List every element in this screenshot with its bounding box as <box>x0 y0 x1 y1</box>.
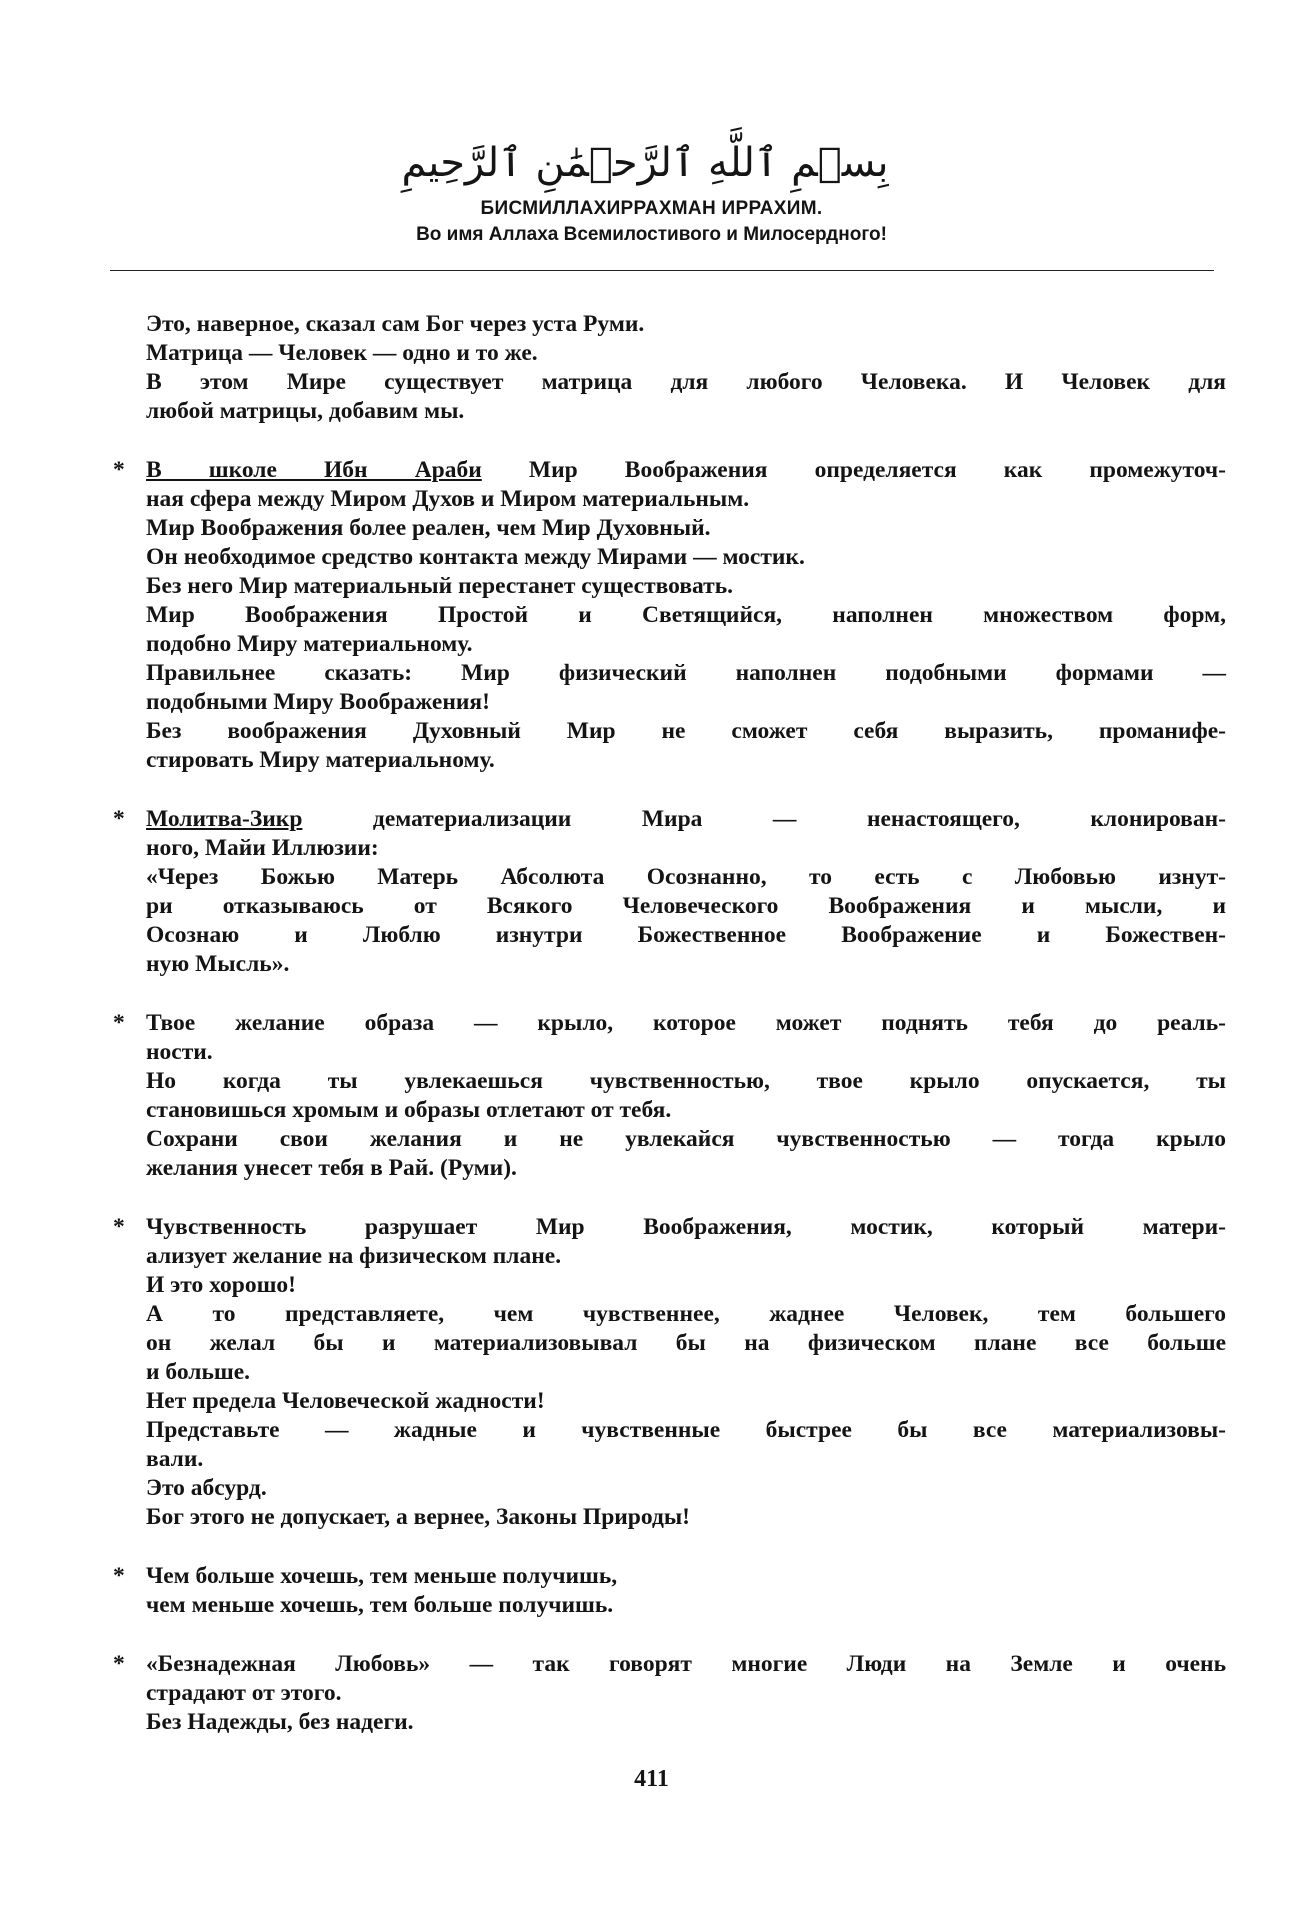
paragraph <box>113 1650 1226 1737</box>
line-text: Мир Воображения Простой и Светящийся, наполнен множеством форм, <box>146 602 1226 628</box>
text-line <box>146 1708 1226 1737</box>
line-text: дематериализации Мира — ненастоящего, клонирован- <box>302 806 1226 832</box>
text-line <box>146 1067 1226 1096</box>
text-line <box>146 1154 1226 1183</box>
bullet-asterisk: * <box>113 1214 125 1240</box>
line-text: Сохрани свои желания и не увлекайся чувственностью — тогда крыло <box>146 1126 1226 1152</box>
text-line <box>146 1329 1226 1358</box>
line-text: ного, Майи Иллюзии: <box>146 835 379 861</box>
text-line <box>146 1096 1226 1125</box>
text-line <box>146 310 1226 339</box>
line-text: Представьте — жадные и чувственные быстрее бы все материализовы- <box>146 1417 1226 1443</box>
line-text: Мир Воображения более реален, чем Мир Духовный. <box>146 515 711 541</box>
text-line <box>146 863 1226 892</box>
line-text: ности. <box>146 1039 213 1065</box>
text-line <box>146 630 1226 659</box>
line-text: Твое желание образа — крыло, которое может поднять тебя до реаль- <box>146 1010 1226 1036</box>
text-line <box>146 1242 1226 1271</box>
text-line <box>146 892 1226 921</box>
text-line <box>146 368 1226 397</box>
text-line <box>146 1474 1226 1503</box>
text-line <box>146 1125 1226 1154</box>
header-divider <box>110 270 1214 271</box>
text-line <box>146 1562 1226 1591</box>
underlined-heading: В школе Ибн Араби <box>146 457 482 483</box>
line-text: Но когда ты увлекаешься чувственностью, твое крыло опускается, ты <box>146 1068 1226 1094</box>
text-line <box>146 921 1226 950</box>
bullet-asterisk: * <box>113 1010 125 1036</box>
body-text <box>113 310 1226 1767</box>
line-text: чем меньше хочешь, тем больше получишь. <box>146 1592 614 1618</box>
page-header-title: БИСМИЛЛАХИРРАХМАН ИРРАХИМ. <box>480 198 823 219</box>
line-text: стировать Миру материальному. <box>146 747 495 773</box>
text-line <box>146 717 1226 746</box>
text-line <box>146 746 1226 775</box>
bullet-asterisk: * <box>113 1651 125 1677</box>
text-line <box>146 1679 1226 1708</box>
line-text: ри отказываюсь от Всякого Человеческого Воображения и мысли, и <box>146 893 1226 919</box>
text-line <box>146 1445 1226 1474</box>
line-text: подобными Миру Воображения! <box>146 689 490 715</box>
text-line <box>146 1300 1226 1329</box>
basmala-calligraphy <box>401 118 889 204</box>
bullet-asterisk: * <box>113 457 125 483</box>
text-line <box>146 1358 1226 1387</box>
paragraph <box>113 1009 1226 1183</box>
text-line <box>146 1213 1226 1242</box>
basmala-arabic-text: بِسۡمِ ٱللَّهِ ٱلرَّحۡمَٰنِ ٱلرَّحِيمِ <box>401 140 889 186</box>
line-text: И это хорошо! <box>146 1272 297 1298</box>
line-text: Правильнее сказать: Мир физический наполнен подобными формами — <box>146 660 1226 686</box>
line-text: становишься хромым и образы отлетают от тебя. <box>146 1097 672 1123</box>
line-text: и больше. <box>146 1359 251 1385</box>
bullet-asterisk: * <box>113 1563 125 1589</box>
text-line <box>146 834 1226 863</box>
line-text: «Безнадежная Любовь» — так говорят многие Люди на Земле и очень <box>146 1651 1226 1677</box>
bullet-asterisk: * <box>113 806 125 832</box>
text-line <box>146 1591 1226 1620</box>
paragraph <box>113 805 1226 979</box>
text-line <box>146 1009 1226 1038</box>
line-text: Матрица — Человек — одно и то же. <box>146 340 538 366</box>
text-line <box>146 1503 1226 1532</box>
line-text: Бог этого не допускает, а вернее, Законы Природы! <box>146 1504 691 1530</box>
text-line <box>146 601 1226 630</box>
text-line <box>146 950 1226 979</box>
line-text: страдают от этого. <box>146 1680 342 1706</box>
paragraph <box>113 456 1226 775</box>
text-line <box>146 339 1226 368</box>
text-line <box>146 659 1226 688</box>
line-text: Без него Мир материальный перестанет существовать. <box>146 573 734 599</box>
line-text: Это абсурд. <box>146 1475 267 1501</box>
line-text: Он необходимое средство контакта между Мирами — мостик. <box>146 544 805 570</box>
text-line <box>146 1271 1226 1300</box>
line-text: Чувственность разрушает Мир Воображения, мостик, который матери- <box>146 1214 1226 1240</box>
line-text: А то представляете, чем чувственнее, жаднее Человек, тем большего <box>146 1301 1226 1327</box>
line-text: В этом Мире существует матрица для любого Человека. И Человек для <box>146 369 1226 395</box>
line-text: Без Надежды, без надеги. <box>146 1709 414 1735</box>
line-text: ализует желание на физическом плане. <box>146 1243 562 1269</box>
text-line <box>146 514 1226 543</box>
line-text: Нет предела Человеческой жадности! <box>146 1388 545 1414</box>
text-line <box>146 572 1226 601</box>
text-line <box>146 543 1226 572</box>
line-text: желания унесет тебя в Рай. (Руми). <box>146 1155 517 1181</box>
line-text: он желал бы и материализовывал бы на физическом плане все больше <box>146 1330 1226 1356</box>
text-line <box>146 1416 1226 1445</box>
text-line <box>146 1387 1226 1416</box>
text-line <box>146 688 1226 717</box>
text-line <box>146 1650 1226 1679</box>
page-number: 411 <box>634 1766 669 1792</box>
line-text: ная сфера между Миром Духов и Миром материальным. <box>146 486 750 512</box>
line-text: Без воображения Духовный Мир не сможет себя выразить, проманифе- <box>146 718 1226 744</box>
line-text: «Через Божью Матерь Абсолюта Осознанно, то есть с Любовью изнут- <box>146 864 1226 890</box>
line-text: Это, наверное, сказал сам Бог через уста Руми. <box>146 311 645 337</box>
paragraph <box>113 1562 1226 1620</box>
paragraph <box>146 310 1226 426</box>
line-text: подобно Миру материальному. <box>146 631 473 657</box>
line-text: Мир Воображения определяется как промежуточ- <box>481 457 1226 483</box>
paragraph <box>113 1213 1226 1532</box>
line-text: ную Мысль». <box>146 951 290 977</box>
line-text: Осознаю и Люблю изнутри Божественное Воображение и Божествен- <box>146 922 1226 948</box>
page-header-subtitle: Во имя Аллаха Всемилостивого и Милосердного! <box>416 224 887 245</box>
text-line <box>146 1038 1226 1067</box>
underlined-heading: Молитва-Зикр <box>146 806 303 832</box>
line-text: любой матрицы, добавим мы. <box>146 398 465 424</box>
text-line <box>146 805 1226 834</box>
text-line <box>146 485 1226 514</box>
line-text: вали. <box>146 1446 204 1472</box>
line-text: Чем больше хочешь, тем меньше получишь, <box>146 1563 618 1589</box>
text-line <box>146 397 1226 426</box>
text-line <box>146 456 1226 485</box>
